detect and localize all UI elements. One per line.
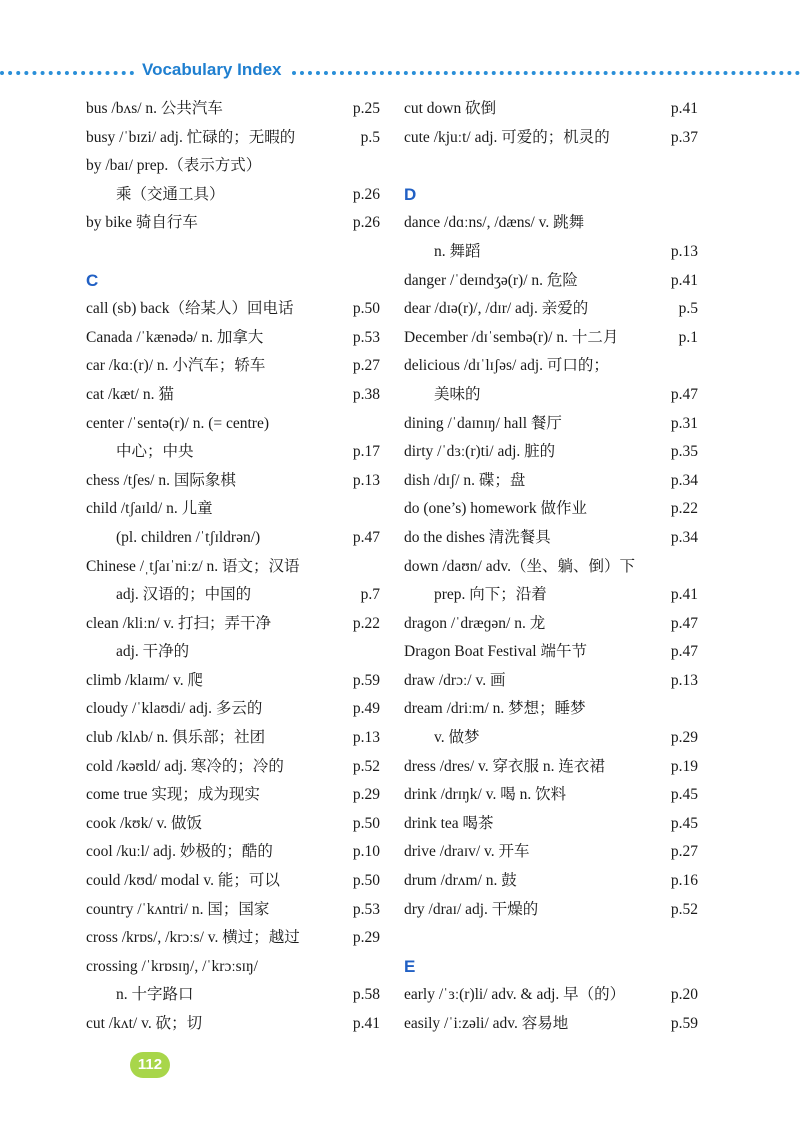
entry-text: cook /kʊk/ v. 做饭 bbox=[86, 814, 202, 832]
entry-page-ref: p.47 bbox=[670, 614, 698, 632]
entry-page-ref: p.22 bbox=[670, 500, 698, 518]
vocab-entry bbox=[404, 352, 698, 381]
vocab-entry bbox=[86, 953, 380, 982]
entry-text: December /dɪˈsembə(r)/ n. 十二月 bbox=[404, 328, 619, 346]
entry-page-ref: p.13 bbox=[670, 671, 698, 689]
entry-text: cold /kəʊld/ adj. 寒冷的；冷的 bbox=[86, 757, 284, 775]
entry-text: dress /dres/ v. 穿衣服 n. 连衣裙 bbox=[404, 757, 605, 775]
entry-page-ref: p.31 bbox=[670, 414, 698, 432]
entry-text: cute /kjuːt/ adj. 可爱的；机灵的 bbox=[404, 128, 610, 146]
vocab-entry bbox=[86, 753, 380, 782]
vocab-entry bbox=[404, 981, 698, 1010]
entry-text: early /ˈɜː(r)li/ adv. & adj. 早（的） bbox=[404, 986, 626, 1004]
vocab-entry bbox=[404, 495, 698, 524]
entry-text: clean /kliːn/ v. 打扫；弄干净 bbox=[86, 614, 271, 632]
entry-text: 中心；中央 bbox=[116, 443, 194, 461]
vocab-entry bbox=[86, 553, 380, 582]
entry-text: easily /ˈiːzəli/ adv. 容易地 bbox=[404, 1015, 569, 1032]
entry-page-ref: p.59 bbox=[352, 671, 380, 689]
header-title: Vocabulary Index bbox=[142, 60, 282, 79]
entry-page-ref: p.27 bbox=[352, 357, 380, 375]
vocab-entry bbox=[86, 867, 380, 896]
entry-page-ref: p.34 bbox=[670, 528, 698, 546]
entry-text: Chinese /ˌtʃaɪˈniːz/ n. 语文；汉语 bbox=[86, 557, 300, 575]
entry-text: dirty /ˈdɜː(r)ti/ adj. 脏的 bbox=[404, 443, 556, 461]
vocab-entry bbox=[404, 467, 698, 496]
section-spacer bbox=[404, 924, 698, 953]
entry-text: 乘（交通工具） bbox=[116, 185, 225, 203]
entry-page-ref: p.25 bbox=[352, 100, 380, 117]
vocab-entry bbox=[404, 781, 698, 810]
entry-page-ref: p.53 bbox=[352, 900, 380, 918]
entry-page-ref: p.50 bbox=[352, 300, 380, 318]
entry-text: dry /draɪ/ adj. 干燥的 bbox=[404, 900, 539, 918]
entry-continuation bbox=[86, 524, 380, 553]
entry-page-ref: p.13 bbox=[352, 729, 380, 747]
entry-text: drink /drɪŋk/ v. 喝 n. 饮料 bbox=[404, 786, 567, 804]
vocab-entry bbox=[86, 152, 380, 181]
page-number-badge: 112 bbox=[130, 1052, 170, 1078]
entry-page-ref: p.59 bbox=[670, 1015, 698, 1032]
header-dotted-rule-left bbox=[0, 71, 134, 75]
entry-text: dining /ˈdaɪnɪŋ/ hall 餐厅 bbox=[404, 414, 562, 432]
entry-text: busy /ˈbɪzi/ adj. 忙碌的；无暇的 bbox=[86, 128, 296, 146]
vocab-entry bbox=[86, 324, 380, 353]
vocab-entry bbox=[86, 924, 380, 953]
entry-text: child /tʃaɪld/ n. 儿童 bbox=[86, 500, 213, 518]
entry-text: cat /kæt/ n. 猫 bbox=[86, 385, 174, 403]
entry-text: dear /dɪə(r)/, /dɪr/ adj. 亲爱的 bbox=[404, 300, 589, 318]
vocab-entry bbox=[404, 838, 698, 867]
entry-page-ref: p.52 bbox=[352, 757, 380, 775]
vocab-entry bbox=[86, 352, 380, 381]
entry-text: dragon /ˈdræɡən/ n. 龙 bbox=[404, 614, 546, 632]
vocab-entry bbox=[404, 438, 698, 467]
entry-text: dream /driːm/ n. 梦想；睡梦 bbox=[404, 700, 586, 718]
entry-page-ref: p.50 bbox=[352, 814, 380, 832]
vocab-entry bbox=[404, 810, 698, 839]
vocab-entry bbox=[86, 724, 380, 753]
vocab-entry bbox=[404, 95, 698, 124]
vocab-entry bbox=[86, 695, 380, 724]
entry-continuation bbox=[86, 438, 380, 467]
section-spacer bbox=[404, 152, 698, 181]
entry-page-ref: p.13 bbox=[352, 471, 380, 489]
entry-page-ref: p.29 bbox=[352, 929, 380, 947]
vocab-entry bbox=[404, 1010, 698, 1039]
vocab-entry bbox=[404, 695, 698, 724]
entry-text: crossing /ˈkrɒsɪŋ/, /ˈkrɔːsɪŋ/ bbox=[86, 957, 258, 975]
entry-text: call (sb) back（给某人）回电话 bbox=[86, 300, 294, 318]
vocab-entry bbox=[404, 124, 698, 153]
entry-text: cut /kʌt/ v. 砍；切 bbox=[86, 1015, 203, 1032]
vocab-entry bbox=[404, 638, 698, 667]
vocab-entry bbox=[404, 410, 698, 439]
entry-continuation bbox=[404, 724, 698, 753]
entry-text: Dragon Boat Festival 端午节 bbox=[404, 643, 587, 661]
vocab-entry bbox=[86, 896, 380, 925]
entry-continuation bbox=[86, 581, 380, 610]
entry-continuation bbox=[86, 181, 380, 210]
entry-text: cut down 砍倒 bbox=[404, 100, 497, 117]
entry-page-ref: p.41 bbox=[670, 271, 698, 289]
entry-text: cloudy /ˈklaʊdi/ adj. 多云的 bbox=[86, 700, 263, 718]
vocab-entry bbox=[86, 209, 380, 238]
entry-page-ref: p.16 bbox=[670, 872, 698, 890]
vocab-entry bbox=[86, 95, 380, 124]
entry-page-ref: p.38 bbox=[352, 385, 380, 403]
section-letter: D bbox=[404, 184, 417, 204]
vocab-entry bbox=[404, 753, 698, 782]
vocab-entry bbox=[404, 324, 698, 353]
entry-text: by /baɪ/ prep.（表示方式） bbox=[86, 157, 262, 175]
vocab-entry bbox=[86, 781, 380, 810]
page-header bbox=[0, 58, 800, 86]
vocab-entry bbox=[86, 124, 380, 153]
entry-text: adj. 干净的 bbox=[116, 643, 190, 661]
entry-text: drum /drʌm/ n. 鼓 bbox=[404, 872, 517, 890]
entry-page-ref: p.26 bbox=[352, 214, 380, 232]
entry-page-ref: p.29 bbox=[352, 786, 380, 804]
entry-continuation bbox=[86, 638, 380, 667]
entry-text: bus /bʌs/ n. 公共汽车 bbox=[86, 100, 223, 117]
entry-page-ref: p.5 bbox=[678, 300, 698, 318]
vocab-entry bbox=[404, 524, 698, 553]
entry-page-ref: p.29 bbox=[670, 729, 698, 747]
entry-continuation bbox=[404, 238, 698, 267]
section-spacer bbox=[86, 238, 380, 267]
entry-page-ref: p.10 bbox=[352, 843, 380, 861]
vocab-entry bbox=[404, 209, 698, 238]
entry-page-ref: p.52 bbox=[670, 900, 698, 918]
entry-text: do (one’s) homework 做作业 bbox=[404, 500, 587, 518]
entry-text: 美味的 bbox=[434, 385, 481, 403]
entry-page-ref: p.7 bbox=[360, 586, 380, 604]
entry-text: could /kʊd/ modal v. 能；可以 bbox=[86, 872, 280, 890]
entry-continuation bbox=[404, 581, 698, 610]
entry-text: club /klʌb/ n. 俱乐部；社团 bbox=[86, 729, 266, 747]
vocab-entry bbox=[86, 295, 380, 324]
entry-page-ref: p.13 bbox=[670, 242, 698, 260]
vocab-entry bbox=[86, 838, 380, 867]
entry-text: v. 做梦 bbox=[434, 729, 480, 747]
vocab-entry bbox=[86, 667, 380, 696]
vocab-entry bbox=[86, 410, 380, 439]
entry-page-ref: p.53 bbox=[352, 328, 380, 346]
header-dotted-rule-right bbox=[292, 71, 800, 75]
entry-text: cool /kuːl/ adj. 妙极的；酷的 bbox=[86, 843, 273, 861]
entry-text: n. 舞蹈 bbox=[434, 242, 481, 260]
entry-text: n. 十字路口 bbox=[116, 986, 194, 1004]
entry-page-ref: p.58 bbox=[352, 986, 380, 1004]
section-letter: E bbox=[404, 956, 416, 976]
entry-text: draw /drɔː/ v. 画 bbox=[404, 671, 506, 689]
entry-page-ref: p.17 bbox=[352, 443, 380, 461]
entry-page-ref: p.22 bbox=[352, 614, 380, 632]
entry-page-ref: p.47 bbox=[670, 643, 698, 661]
entry-page-ref: p.19 bbox=[670, 757, 698, 775]
entry-page-ref: p.5 bbox=[360, 128, 380, 146]
vocab-entry bbox=[404, 295, 698, 324]
entry-page-ref: p.34 bbox=[670, 471, 698, 489]
entry-text: down /daʊn/ adv.（坐、躺、倒）下 bbox=[404, 557, 635, 575]
entry-text: dish /dɪʃ/ n. 碟；盘 bbox=[404, 471, 526, 489]
entry-text: drive /draɪv/ v. 开车 bbox=[404, 843, 530, 861]
entry-text: by bike 骑自行车 bbox=[86, 214, 198, 232]
entry-text: adj. 汉语的；中国的 bbox=[116, 586, 252, 604]
entry-text: Canada /ˈkænədə/ n. 加拿大 bbox=[86, 328, 264, 346]
entry-page-ref: p.50 bbox=[352, 872, 380, 890]
entry-page-ref: p.35 bbox=[670, 443, 698, 461]
entry-text: car /kɑː(r)/ n. 小汽车；轿车 bbox=[86, 357, 266, 375]
entry-page-ref: p.41 bbox=[670, 586, 698, 604]
vocab-entry bbox=[86, 810, 380, 839]
entry-text: prep. 向下；沿着 bbox=[434, 586, 547, 604]
vocab-entry bbox=[404, 667, 698, 696]
entry-page-ref: p.37 bbox=[670, 128, 698, 146]
entry-text: drink tea 喝茶 bbox=[404, 814, 494, 832]
entry-text: danger /ˈdeɪndʒə(r)/ n. 危险 bbox=[404, 271, 578, 289]
entry-continuation bbox=[404, 381, 698, 410]
entry-text: delicious /dɪˈlɪʃəs/ adj. 可口的； bbox=[404, 357, 609, 375]
entry-text: country /ˈkʌntri/ n. 国；国家 bbox=[86, 900, 270, 918]
entry-page-ref: p.49 bbox=[352, 700, 380, 718]
right-column bbox=[404, 95, 698, 1039]
entry-page-ref: p.27 bbox=[670, 843, 698, 861]
entry-page-ref: p.47 bbox=[670, 385, 698, 403]
section-letter: C bbox=[86, 270, 99, 290]
entry-text: (pl. children /ˈtʃɪldrən/) bbox=[116, 528, 261, 546]
entry-page-ref: p.45 bbox=[670, 786, 698, 804]
vocab-entry bbox=[404, 867, 698, 896]
entry-text: cross /krɒs/, /krɔːs/ v. 横过；越过 bbox=[86, 929, 300, 947]
entry-page-ref: p.41 bbox=[670, 100, 698, 117]
entry-page-ref: p.26 bbox=[352, 185, 380, 203]
vocab-entry bbox=[86, 610, 380, 639]
vocab-entry bbox=[404, 896, 698, 925]
vocab-entry bbox=[404, 610, 698, 639]
entry-text: climb /klaɪm/ v. 爬 bbox=[86, 671, 203, 689]
entry-page-ref: p.41 bbox=[352, 1015, 380, 1032]
entry-page-ref: p.47 bbox=[352, 528, 380, 546]
vocab-entry bbox=[86, 1010, 380, 1039]
entry-continuation bbox=[86, 981, 380, 1010]
vocab-entry bbox=[86, 467, 380, 496]
entry-text: come true 实现；成为现实 bbox=[86, 786, 260, 804]
entry-page-ref: p.45 bbox=[670, 814, 698, 832]
entry-text: do the dishes 清洗餐具 bbox=[404, 528, 551, 546]
entry-text: center /ˈsentə(r)/ n. (= centre) bbox=[86, 414, 270, 432]
vocab-entry bbox=[404, 553, 698, 582]
left-column bbox=[86, 95, 380, 1039]
vocab-entry bbox=[86, 495, 380, 524]
vocab-entry bbox=[86, 381, 380, 410]
entry-text: dance /dɑːns/, /dæns/ v. 跳舞 bbox=[404, 214, 585, 232]
entry-page-ref: p.1 bbox=[678, 328, 698, 346]
entry-text: chess /tʃes/ n. 国际象棋 bbox=[86, 471, 236, 489]
entry-page-ref: p.20 bbox=[670, 986, 698, 1004]
vocab-entry bbox=[404, 267, 698, 296]
